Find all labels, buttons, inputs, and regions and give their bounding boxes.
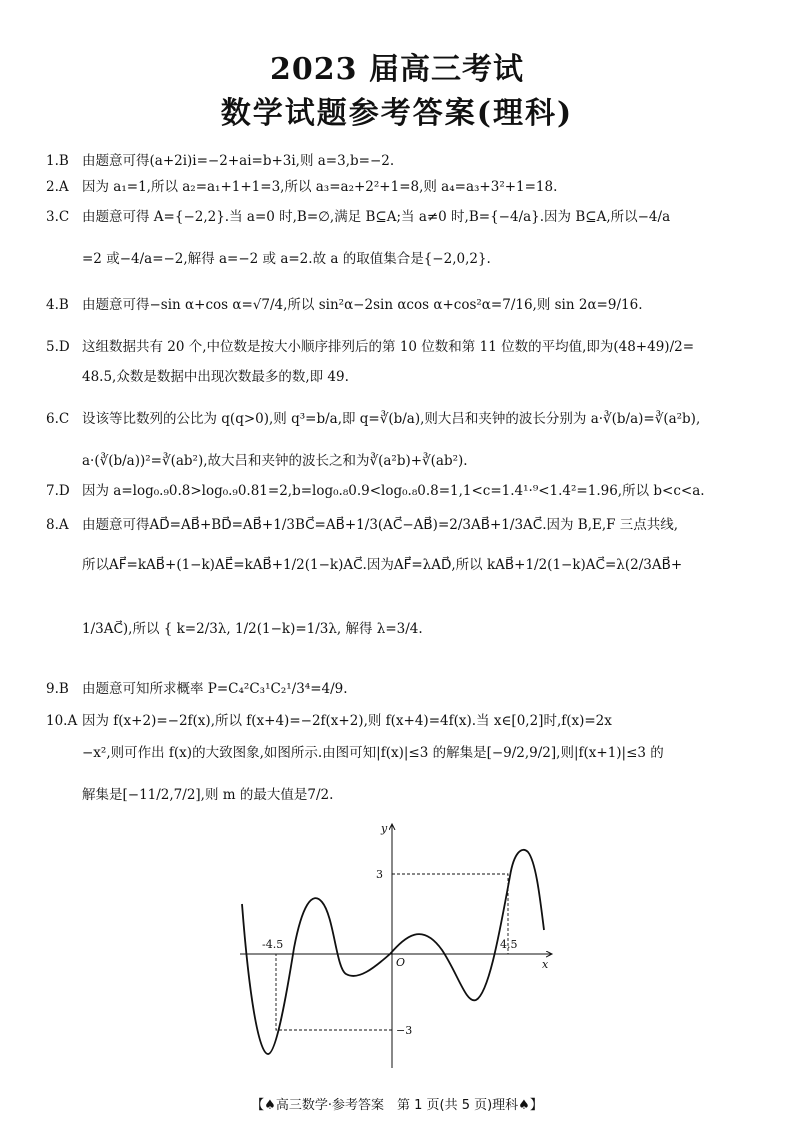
answer-number: 1.B <box>46 153 69 169</box>
answer-line <box>46 452 758 470</box>
answer-text: a·(∛(b/a))²=∛(ab²),故大吕和夹钟的波长之和为∛(a²b)+∛(ab²). <box>82 453 468 469</box>
tick-label-neg-x: -4.5 <box>262 938 284 951</box>
answer-text: 解集是[−11/2,7/2],则 m 的最大值是7/2. <box>82 787 334 803</box>
y-axis-label: y <box>381 822 388 835</box>
answer-text: 因为 a=log₀.₉0.8>log₀.₉0.81=2,b=log₀.₈0.9<log₀.₈0.8=1,1<c=1.4¹·⁹<1.4²=1.96,所以 b<c<a. <box>82 483 705 499</box>
answer-line <box>46 680 758 698</box>
answer-number: 4.B <box>46 297 69 313</box>
function-graph <box>236 818 566 1070</box>
answer-text: 48.5,众数是数据中出现次数最多的数,即 49. <box>82 369 349 385</box>
answer-line <box>46 296 758 314</box>
answer-number: 6.C <box>46 411 70 427</box>
answer-line <box>46 482 758 500</box>
tick-label-pos-y: 3 <box>376 868 383 881</box>
answer-line <box>46 786 758 804</box>
answer-line <box>46 208 758 226</box>
answer-line <box>46 744 758 762</box>
answer-text: 由题意可知所求概率 P=C₄²C₃¹C₂¹/3⁴=4/9. <box>82 681 348 697</box>
answer-text: 这组数据共有 20 个,中位数是按大小顺序排列后的第 10 位数和第 11 位数的平均值,即为(48+49)/2= <box>82 339 695 355</box>
answer-line <box>46 556 758 574</box>
answer-number: 5.D <box>46 339 70 355</box>
origin-label: O <box>396 956 406 969</box>
answer-number: 9.B <box>46 681 69 697</box>
answer-text: 设该等比数列的公比为 q(q>0),则 q³=b/a,即 q=∛(b/a),则大吕和夹钟的波长分别为 a·∛(b/a)=∛(a²b), <box>82 411 701 427</box>
answer-number: 2.A <box>46 179 69 195</box>
answer-text: 由题意可得(a+2i)i=−2+ai=b+3i,则 a=3,b=−2. <box>82 153 395 169</box>
title-line-2: 数学试题参考答案(理科) <box>220 96 574 131</box>
answer-line <box>46 620 758 638</box>
answer-text: 所以AF⃗=kAB⃗+(1−k)AE⃗=kAB⃗+1/2(1−k)AC⃗.因为AF⃗=λAD⃗,所以 kAB⃗+1/2(1−k)AC⃗=λ(2/3AB⃗+ <box>82 557 683 573</box>
answer-text: 由题意可得 A={−2,2}.当 a=0 时,B=∅,满足 B⊆A;当 a≠0 时,B={−4/a}.因为 B⊆A,所以−4/a <box>82 209 671 225</box>
answer-line <box>46 516 758 534</box>
answer-text: =2 或−4/a=−2,解得 a=−2 或 a=2.故 a 的取值集合是{−2,0,2}. <box>82 251 491 267</box>
tick-label-neg-y: −3 <box>396 1024 413 1037</box>
answer-text: −x²,则可作出 f(x)的大致图象,如图所示.由图可知|f(x)|≤3 的解集是[−9/2,9/2],则|f(x+1)|≤3 的 <box>82 745 664 761</box>
page-footer: 【♠高三数学·参考答案 第 1 页(共 5 页)理科♠】 <box>251 1098 543 1113</box>
answer-text: 1/3AC⃗),所以 { k=2/3λ, 1/2(1−k)=1/3λ, 解得 λ=3/4. <box>82 621 423 637</box>
answer-text: 由题意可得−sin α+cos α=√7/4,所以 sin²α−2sin αcos α+cos²α=7/16,则 sin 2α=9/16. <box>82 297 643 313</box>
answer-text: 因为 f(x+2)=−2f(x),所以 f(x+4)=−2f(x+2),则 f(x+4)=4f(x).当 x∈[0,2]时,f(x)=2x <box>82 713 612 729</box>
answer-line <box>46 152 758 170</box>
x-axis-label: x <box>542 958 549 971</box>
tick-label-pos-x: 4.5 <box>500 938 518 951</box>
answer-line <box>46 712 758 730</box>
answer-line <box>46 250 758 268</box>
answer-line <box>46 178 758 196</box>
dashed-guide-negative <box>276 954 392 1030</box>
answer-text: 由题意可得AD⃗=AB⃗+BD⃗=AB⃗+1/3BC⃗=AB⃗+1/3(AC⃗−AB⃗)=2/3AB⃗+1/3AC⃗.因为 B,E,F 三点共线, <box>82 517 679 533</box>
title-line-1: 2023 届高三考试 <box>270 52 524 87</box>
answer-number: 8.A <box>46 517 69 533</box>
function-curve <box>242 850 544 1054</box>
answer-text: 因为 a₁=1,所以 a₂=a₁+1+1=3,所以 a₃=a₂+2²+1=8,则 a₄=a₃+3²+1=18. <box>82 179 558 195</box>
answer-line <box>46 368 758 386</box>
answer-number: 10.A <box>46 713 78 729</box>
answer-number: 3.C <box>46 209 70 225</box>
answer-line <box>46 338 758 356</box>
answer-number: 7.D <box>46 483 70 499</box>
dashed-guide-positive <box>392 874 508 954</box>
answer-line <box>46 410 758 428</box>
